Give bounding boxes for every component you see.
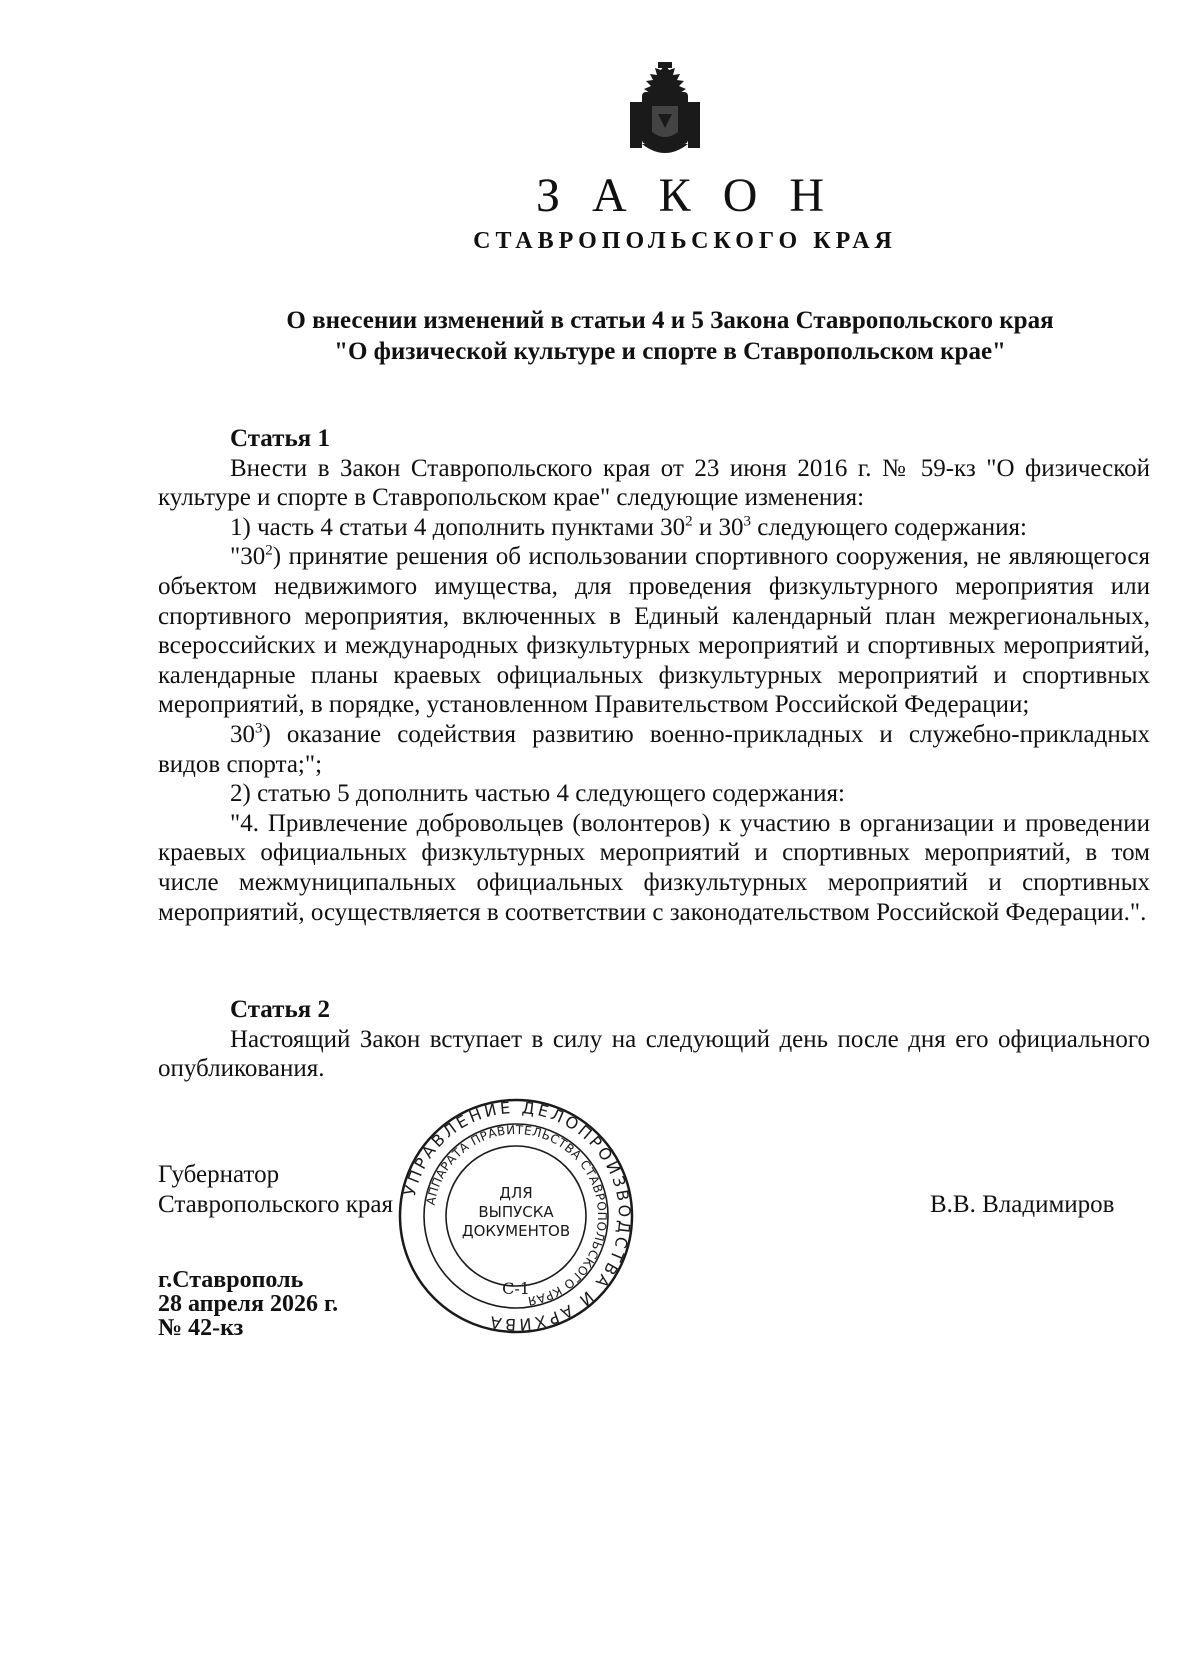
article-2 <box>158 995 1150 1084</box>
signing-date: 28 апреля 2026 г. <box>158 1291 339 1317</box>
article-1-intro: Внести в Закон Ставропольского края от 23 июня 2016 г. № 59-кз "О физической культуре и спорте в Ставропольском крае" следующие изменения: <box>158 454 1150 512</box>
signature-name: В.В. Владимиров <box>930 1191 1115 1218</box>
law-region: СТАВРОПОЛЬСКОГО КРАЯ <box>473 228 897 254</box>
signing-city: г.Ставрополь <box>158 1267 304 1293</box>
law-number: № 42-кз <box>158 1315 244 1341</box>
coat-of-arms-icon <box>628 62 702 162</box>
official-stamp <box>396 1096 636 1336</box>
signature-position <box>158 1160 393 1220</box>
article-1-point-30-3: $30^3$) оказание содействия развитию военно-прикладных и служебно-прикладных видов спорта;"; <box>158 720 1150 778</box>
article-1 <box>158 424 1150 927</box>
article-2-text: Настоящий Закон вступает в силу на следующий день после дня его официального опубликования. <box>158 1025 1150 1083</box>
article-2-title: Статья 2 <box>230 996 330 1023</box>
svg-text:ДЛЯ: ДЛЯ <box>499 1184 533 1202</box>
signature-position-line1: Губернатор <box>158 1161 280 1188</box>
svg-text:УПРАВЛЕНИЕ ДЕЛОПРОИЗВОДСТВА И: УПРАВЛЕНИЕ ДЕЛОПРОИЗВОДСТВА И АРХИВА <box>400 1097 635 1335</box>
article-1-item-2: 2) статью 5 дополнить частью 4 следующего содержания: <box>230 780 845 808</box>
article-1-part-4: "4. Привлечение добровольцев (волонтеров) к участию в организации и проведении краевых официальных физкультурных мероприятий и спортивных мероприятий, в том числе межмуниципальных официальных физкультурных мероприятий и спортивных мероприятий, осуществляется в соответствии с законодательством Российской Федерации.". <box>158 809 1150 926</box>
law-heading-line2: "О физической культуре и спорте в Ставропольском крае" <box>334 338 1006 365</box>
law-heading <box>0 305 1200 367</box>
article-1-item-1: 1) часть 4 статьи 4 дополнить пунктами $30^2$ и $30^3$ следующего содержания: <box>230 513 1027 541</box>
svg-text:ВЫПУСКА: ВЫПУСКА <box>478 1203 554 1221</box>
svg-text:С-1: С-1 <box>502 1279 530 1298</box>
signature-position-line2: Ставропольского края <box>158 1191 393 1218</box>
svg-text:ДОКУМЕНТОВ: ДОКУМЕНТОВ <box>461 1222 571 1240</box>
svg-text:АППАРАТА ПРАВИТЕЛЬСТВА СТАВРОП: АППАРАТА ПРАВИТЕЛЬСТВА СТАВРОПОЛЬСКОГО КРАЯ <box>423 1122 610 1309</box>
article-1-point-30-2: "$30^2$) принятие решения об использовании спортивного сооружения, не являющегося объектом недвижимого имущества, для проведения физкультурного мероприятия или спортивного мероприятия, включенных в Единый календарный план межрегиональных, всероссийских и международных физкультурных мероприятий и спортивных мероприятий, календарные планы краевых официальных физкультурных мероприятий и спортивных мероприятий, в порядке, установленном Правительством Российской Федерации; <box>158 543 1150 719</box>
law-title: З А К О Н <box>535 169 835 222</box>
law-heading-line1: О внесении изменений в статьи 4 и 5 Закона Ставропольского края <box>286 307 1054 334</box>
signing-details <box>158 1268 338 1340</box>
article-1-title: Статья 1 <box>230 425 330 452</box>
